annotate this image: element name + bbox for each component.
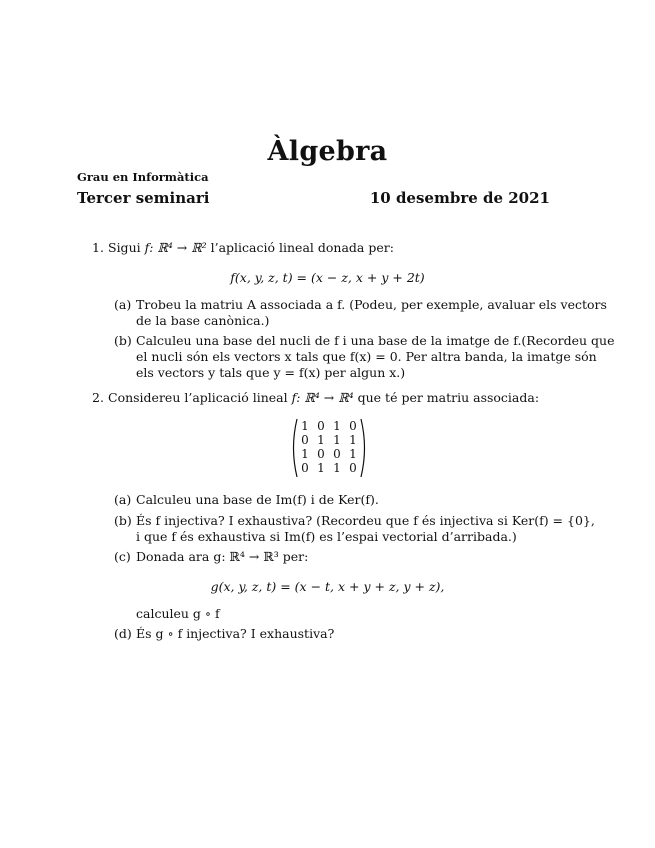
matrix-cell: 1 — [333, 433, 341, 447]
course-name: Grau en Informàtica — [77, 170, 209, 184]
matrix-row — [297, 433, 361, 447]
seminar-label: Tercer seminari — [77, 189, 210, 207]
problem-1-intro — [108, 240, 394, 255]
matrix-entries — [297, 419, 361, 475]
problem-2-part-b-line-2: i que f és exhaustiva si Im(f) es l’espai vectorial d’arribada.) — [136, 529, 517, 544]
matrix-cell: 0 — [349, 419, 357, 433]
matrix-cell: 0 — [349, 461, 357, 475]
problem-1-intro-b: l’aplicació lineal donada per: — [210, 240, 394, 255]
problem-2-part-c-after: calculeu g ∘ f — [136, 606, 220, 621]
matrix-cell: 1 — [349, 433, 357, 447]
problem-2-intro-b: que té per matriu associada: — [357, 390, 540, 405]
problem-1-part-b-label: (b) — [114, 333, 132, 348]
problem-2-part-c-formula: g(x, y, z, t) = (x − t, x + y + z, y + z), — [210, 579, 445, 594]
matrix-cell: 1 — [333, 461, 341, 475]
problem-1-part-a-line-1: Trobeu la matriu A associada a f. (Podeu, per exemple, avaluar els vectors — [136, 297, 607, 312]
matrix-cell: 0 — [317, 419, 325, 433]
matrix-cell: 0 — [317, 447, 325, 461]
associated-matrix — [289, 417, 369, 479]
problem-1-part-b-line-3: els vectors y tals que y = f(x) per algun x.) — [136, 365, 406, 380]
problem-1-map: f: ℝ⁴ → ℝ² — [144, 240, 207, 255]
problem-2-part-b-label: (b) — [114, 513, 132, 528]
matrix-cell: 1 — [333, 419, 341, 433]
problem-1-intro-a: Sigui — [108, 240, 141, 255]
problem-1-part-b-line-1: Calculeu una base del nucli de f i una base de la imatge de f.(Recordeu que — [136, 333, 615, 348]
problem-2-part-d-line-1: És g ∘ f injectiva? I exhaustiva? — [136, 626, 335, 641]
problem-1-part-b-line-2: el nucli són els vectors x tals que f(x) = 0. Per altra banda, la imatge són — [136, 349, 597, 364]
matrix-cell: 0 — [301, 461, 309, 475]
matrix-row — [297, 447, 361, 461]
problem-1-part-a-line-2: de la base canònica.) — [136, 313, 270, 328]
seminar-row — [77, 189, 550, 207]
matrix-cell: 1 — [317, 461, 325, 475]
document-title: Àlgebra — [267, 136, 388, 167]
problem-2-part-a-label: (a) — [114, 492, 132, 507]
matrix-cell: 1 — [349, 447, 357, 461]
problem-2-number: 2. — [92, 390, 104, 405]
matrix-cell: 0 — [301, 433, 309, 447]
matrix-row — [297, 419, 361, 433]
matrix-cell: 1 — [317, 433, 325, 447]
problem-1-number: 1. — [92, 240, 104, 255]
problem-1-part-a-label: (a) — [114, 297, 132, 312]
problem-2-intro-a: Considereu l’aplicació lineal — [108, 390, 288, 405]
matrix-cell: 0 — [333, 447, 341, 461]
problem-2-part-c-line-1: Donada ara g: ℝ⁴ → ℝ³ per: — [136, 549, 309, 564]
matrix-cell: 1 — [301, 447, 309, 461]
matrix-cell: 1 — [301, 419, 309, 433]
problem-2-part-a-line-1: Calculeu una base de Im(f) i de Ker(f). — [136, 492, 379, 507]
problem-2-part-c-label: (c) — [114, 549, 131, 564]
matrix-row — [297, 461, 361, 475]
problem-2-intro — [108, 390, 539, 405]
problem-2-map: f: ℝ⁴ → ℝ⁴ — [291, 390, 354, 405]
problem-1-formula: f(x, y, z, t) = (x − z, x + y + 2t) — [230, 270, 425, 285]
problem-2-part-d-label: (d) — [114, 626, 132, 641]
seminar-date: 10 desembre de 2021 — [369, 189, 550, 207]
problem-2-part-b-line-1: És f injectiva? I exhaustiva? (Recordeu que f és injectiva si Ker(f) = {0}, — [136, 513, 595, 528]
